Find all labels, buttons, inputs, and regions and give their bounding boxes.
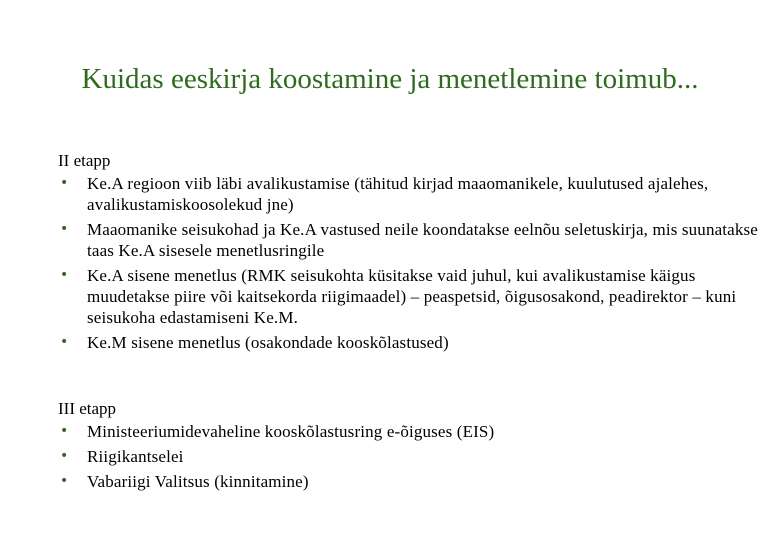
list-item — [58, 332, 758, 353]
list-item — [58, 446, 758, 467]
list-item-text: Ke.M sisene menetlus (osakondade kooskõlastused) — [87, 333, 449, 352]
bullet-icon: • — [60, 448, 69, 464]
bullet-icon: • — [60, 175, 69, 191]
list-item-text: Ke.A sisene menetlus (RMK seisukohta küsitakse vaid juhul, kui avalikustamise käigus muudetakse piire või kaitsekorda riigimaadel) – peaspetsid, õigusosakond, peadirektor – kuni seisukoha edastamiseni Ke.M. — [87, 266, 737, 327]
list-item — [58, 173, 758, 215]
section-heading: III etapp — [58, 399, 117, 418]
bullet-icon: • — [60, 267, 69, 283]
section-stage-2 — [58, 150, 758, 357]
list-item-text: Ministeeriumidevaheline kooskõlastusring e-õiguses (EIS) — [87, 422, 495, 441]
list-item — [58, 471, 758, 492]
list-item — [58, 265, 758, 328]
list-item-text: Ke.A regioon viib läbi avalikustamise (tähitud kirjad maaomanikele, kuulutused ajalehes, avalikustamiskoosolekud jne) — [87, 174, 709, 214]
section-heading: II etapp — [58, 151, 111, 170]
list-item-text: Vabariigi Valitsus (kinnitamine) — [87, 472, 309, 491]
bullet-icon: • — [60, 221, 69, 237]
list-item — [58, 421, 758, 442]
list-item-text: Riigikantselei — [87, 447, 184, 466]
bullet-list — [58, 173, 758, 353]
list-item-text: Maaomanike seisukohad ja Ke.A vastused neile koondatakse eelnõu seletuskirja, mis suunatakse taas Ke.A sisesele menetlusringile — [87, 220, 758, 260]
bullet-list — [58, 421, 758, 492]
list-item — [58, 219, 758, 261]
bullet-icon: • — [60, 334, 69, 350]
page-title: Kuidas eeskirja koostamine ja menetlemine toimub... — [81, 63, 699, 95]
section-stage-3 — [58, 398, 758, 496]
bullet-icon: • — [60, 423, 69, 439]
bullet-icon: • — [60, 473, 69, 489]
